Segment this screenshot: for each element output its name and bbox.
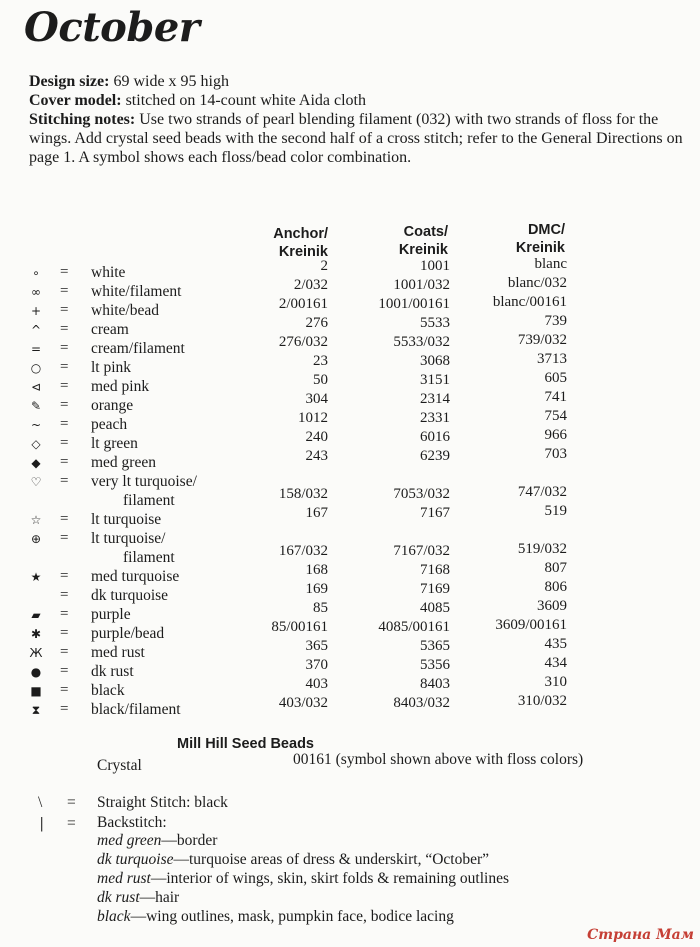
- row-color-name: med pink: [91, 378, 150, 395]
- cell-coats: 6239: [420, 448, 450, 464]
- cell-coats: 3151: [420, 372, 450, 388]
- cell-anchor: 243: [305, 448, 328, 464]
- cell-coats: 5365: [420, 638, 450, 654]
- cell-anchor: 168: [305, 562, 328, 578]
- bead-name: Crystal: [97, 757, 142, 774]
- row-color-name-cont: filament: [123, 492, 175, 509]
- row-symbol-icon: ⊕: [30, 532, 42, 546]
- cell-anchor: 276: [305, 315, 328, 331]
- cell-dmc: 807: [544, 560, 567, 576]
- backstitch-symbol: |: [40, 815, 44, 832]
- row-equals: =: [60, 340, 69, 356]
- row-symbol-icon: ★: [30, 570, 42, 584]
- bead-code: 00161: [293, 751, 332, 768]
- cell-coats: 4085: [420, 600, 450, 616]
- row-equals: =: [60, 321, 69, 337]
- cell-coats: 7168: [420, 562, 450, 578]
- cell-coats: 1001/032: [393, 277, 450, 293]
- cell-coats: 5533: [420, 315, 450, 331]
- row-equals: =: [60, 587, 69, 603]
- row-symbol-icon: =: [30, 342, 42, 356]
- cell-anchor: 403/032: [278, 695, 328, 711]
- backstitch-item: [97, 889, 179, 907]
- row-equals: =: [60, 625, 69, 641]
- cell-dmc: blanc: [534, 256, 567, 272]
- backstitch-eq: =: [67, 815, 76, 832]
- cell-coats: 7169: [420, 581, 450, 597]
- row-color-name: peach: [91, 416, 128, 433]
- cell-anchor: 167: [305, 505, 328, 521]
- row-color-name-cont: filament: [123, 549, 175, 566]
- cell-dmc: 434: [544, 655, 567, 671]
- cell-coats: 6016: [420, 429, 450, 445]
- row-equals: =: [60, 530, 69, 546]
- design-size-value: 69 wide x 95 high: [113, 73, 229, 90]
- stitching-notes-value: Use two strands of pearl blending filament (032) with two strands of floss for the wings. Add crystal seed beads with the second half of a cross stitch; refer to the General Directions on page 1. A symbol shows each floss/bead color combination.: [29, 111, 683, 166]
- row-color-name: med green: [91, 454, 156, 471]
- cell-anchor: 2/032: [293, 277, 328, 293]
- cell-dmc: 754: [544, 408, 567, 424]
- cell-anchor: 403: [305, 676, 328, 692]
- cell-anchor: 85/00161: [271, 619, 328, 635]
- backstitch-color: med rust: [97, 870, 151, 887]
- row-equals: =: [60, 606, 69, 622]
- row-color-name: dk turquoise: [91, 587, 169, 604]
- cell-anchor: 169: [305, 581, 328, 597]
- row-equals: =: [60, 416, 69, 432]
- cell-dmc: 806: [544, 579, 567, 595]
- row-symbol-icon: ⊲: [30, 380, 42, 394]
- row-equals: =: [60, 644, 69, 660]
- cell-dmc: 3609: [537, 598, 567, 614]
- cell-dmc: 3609/00161: [495, 617, 567, 633]
- cell-dmc: 605: [544, 370, 567, 386]
- row-equals: =: [60, 511, 69, 527]
- row-symbol-icon: ✎: [30, 399, 42, 413]
- cell-dmc: 966: [544, 427, 567, 443]
- row-symbol-icon: +: [30, 304, 42, 318]
- cell-coats: 4085/00161: [378, 619, 450, 635]
- row-equals: =: [60, 682, 69, 698]
- row-equals: =: [60, 397, 69, 413]
- straight-stitch-label: Straight Stitch: black: [97, 794, 228, 811]
- row-color-name: lt turquoise: [91, 511, 162, 528]
- row-equals: =: [60, 302, 69, 318]
- row-equals: =: [60, 473, 69, 489]
- row-symbol-icon: ●: [30, 665, 42, 679]
- row-color-name: lt turquoise/: [91, 530, 166, 547]
- row-color-name: med turquoise: [91, 568, 180, 585]
- intro-block: [29, 72, 689, 167]
- cell-dmc: 310/032: [517, 693, 567, 709]
- backstitch-item: [97, 870, 509, 888]
- cell-dmc: 519: [544, 503, 567, 519]
- row-symbol-icon: ∞: [31, 285, 41, 299]
- cover-model-label: Cover model:: [29, 92, 122, 109]
- cell-anchor: 276/032: [278, 334, 328, 350]
- backstitch-desc: —turquoise areas of dress & underskirt, “October”: [173, 851, 489, 868]
- row-equals: =: [60, 359, 69, 375]
- cell-dmc: blanc/00161: [492, 294, 567, 310]
- watermark-logo: Страна Мам: [587, 927, 694, 943]
- cell-anchor: 2: [320, 258, 328, 274]
- cell-dmc: 739: [544, 313, 567, 329]
- backstitch-color: black: [97, 908, 131, 925]
- stitching-notes-label: Stitching notes:: [29, 111, 136, 128]
- cell-anchor: 2/00161: [278, 296, 328, 312]
- cell-anchor: 85: [313, 600, 328, 616]
- cell-dmc: blanc/032: [507, 275, 567, 291]
- header-anchor-line2: Kreinik: [278, 244, 328, 260]
- row-equals: =: [60, 435, 69, 451]
- header-dmc-line1: DMC/: [527, 222, 565, 238]
- row-color-name: lt green: [91, 435, 138, 452]
- row-color-name: black: [91, 682, 125, 699]
- row-color-name: white/bead: [91, 302, 160, 319]
- row-symbol-icon: ^: [30, 323, 42, 337]
- header-dmc: [516, 221, 565, 257]
- row-symbol-icon: ∘: [32, 266, 40, 280]
- row-symbol-icon: ▰: [31, 608, 41, 622]
- bead-info: [293, 751, 583, 769]
- backstitch-desc: —border: [161, 832, 218, 849]
- cell-coats: 3068: [420, 353, 450, 369]
- cell-coats: 2314: [420, 391, 450, 407]
- row-symbol-icon: ○: [30, 361, 42, 375]
- row-symbol-icon: ⧗: [31, 703, 41, 717]
- cell-coats: 1001/00161: [378, 296, 450, 312]
- row-color-name: purple/bead: [91, 625, 165, 642]
- cell-anchor: 1012: [298, 410, 328, 426]
- backstitch-desc: —interior of wings, skin, skirt folds & remaining outlines: [150, 870, 510, 887]
- row-equals: =: [60, 701, 69, 717]
- row-color-name: white/filament: [91, 283, 182, 300]
- row-color-name: orange: [91, 397, 134, 414]
- backstitch-item: [97, 832, 217, 850]
- header-anchor-line1: Anchor/: [273, 226, 328, 242]
- row-color-name: black/filament: [91, 701, 181, 718]
- row-symbol-icon: ◇: [31, 437, 41, 451]
- backstitch-desc: —hair: [139, 889, 180, 906]
- backstitch-color: dk turquoise: [97, 851, 174, 868]
- cell-dmc: 747/032: [517, 484, 567, 500]
- row-color-name: dk rust: [91, 663, 134, 680]
- cell-coats: 7167/032: [393, 543, 450, 559]
- cell-dmc: 739/032: [517, 332, 567, 348]
- cell-anchor: 240: [305, 429, 328, 445]
- cover-model-value: stitched on 14-count white Aida cloth: [125, 92, 366, 109]
- cover-model-line: [29, 91, 689, 110]
- header-dmc-line2: Kreinik: [515, 240, 565, 256]
- backstitch-desc: —wing outlines, mask, pumpkin face, bodice lacing: [130, 908, 454, 925]
- row-equals: =: [60, 568, 69, 584]
- row-color-name: purple: [91, 606, 131, 623]
- cell-dmc: 3713: [537, 351, 567, 367]
- cell-coats: 1001: [420, 258, 450, 274]
- row-equals: =: [60, 264, 69, 280]
- header-coats-line2: Kreinik: [398, 242, 448, 258]
- backstitch-color: med green: [97, 832, 162, 849]
- header-anchor: [273, 225, 328, 261]
- stitching-notes: [29, 110, 689, 167]
- bead-note: (symbol shown above with floss colors): [335, 751, 584, 768]
- row-symbol-icon: ☆: [30, 513, 42, 527]
- row-color-name: med rust: [91, 644, 145, 661]
- row-symbol-icon: ✱: [30, 627, 42, 641]
- design-size-line: [29, 72, 689, 91]
- row-symbol-icon: ■: [30, 684, 42, 698]
- cell-coats: 5356: [420, 657, 450, 673]
- straight-stitch-symbol: \: [38, 794, 43, 811]
- cell-coats: 7167: [420, 505, 450, 521]
- row-symbol-icon: ◆: [31, 456, 41, 470]
- row-equals: =: [60, 663, 69, 679]
- cell-coats: 8403/032: [393, 695, 450, 711]
- row-color-name: cream: [91, 321, 129, 338]
- beads-heading: Mill Hill Seed Beads: [177, 736, 314, 752]
- cell-dmc: 519/032: [517, 541, 567, 557]
- row-symbol-icon: ~: [30, 418, 42, 432]
- cell-coats: 8403: [420, 676, 450, 692]
- row-color-name: white: [91, 264, 126, 281]
- cell-anchor: 50: [313, 372, 328, 388]
- straight-stitch-eq: =: [67, 794, 76, 811]
- row-symbol-icon: Ж: [29, 646, 43, 660]
- design-size-label: Design size:: [29, 73, 110, 90]
- cell-coats: 7053/032: [393, 486, 450, 502]
- row-color-name: lt pink: [91, 359, 132, 376]
- cell-coats: 5533/032: [393, 334, 450, 350]
- cell-anchor: 23: [313, 353, 328, 369]
- cell-anchor: 167/032: [278, 543, 328, 559]
- row-equals: =: [60, 283, 69, 299]
- cell-anchor: 304: [305, 391, 328, 407]
- row-color-name: very lt turquoise/: [91, 473, 197, 490]
- cell-anchor: 365: [305, 638, 328, 654]
- row-color-name: cream/filament: [91, 340, 185, 357]
- header-coats-line1: Coats/: [403, 224, 448, 240]
- cell-dmc: 435: [544, 636, 567, 652]
- backstitch-label: Backstitch:: [97, 814, 167, 831]
- cell-anchor: 370: [305, 657, 328, 673]
- backstitch-color: dk rust: [97, 889, 140, 906]
- cell-coats: 2331: [420, 410, 450, 426]
- row-symbol-icon: ♡: [30, 475, 42, 489]
- row-equals: =: [60, 454, 69, 470]
- backstitch-item: [97, 908, 454, 926]
- cell-dmc: 703: [544, 446, 567, 462]
- cell-dmc: 741: [544, 389, 567, 405]
- row-equals: =: [60, 378, 69, 394]
- cell-dmc: 310: [544, 674, 567, 690]
- page-title: October: [24, 4, 200, 51]
- cell-anchor: 158/032: [278, 486, 328, 502]
- header-coats: [399, 223, 448, 259]
- backstitch-item: [97, 851, 489, 869]
